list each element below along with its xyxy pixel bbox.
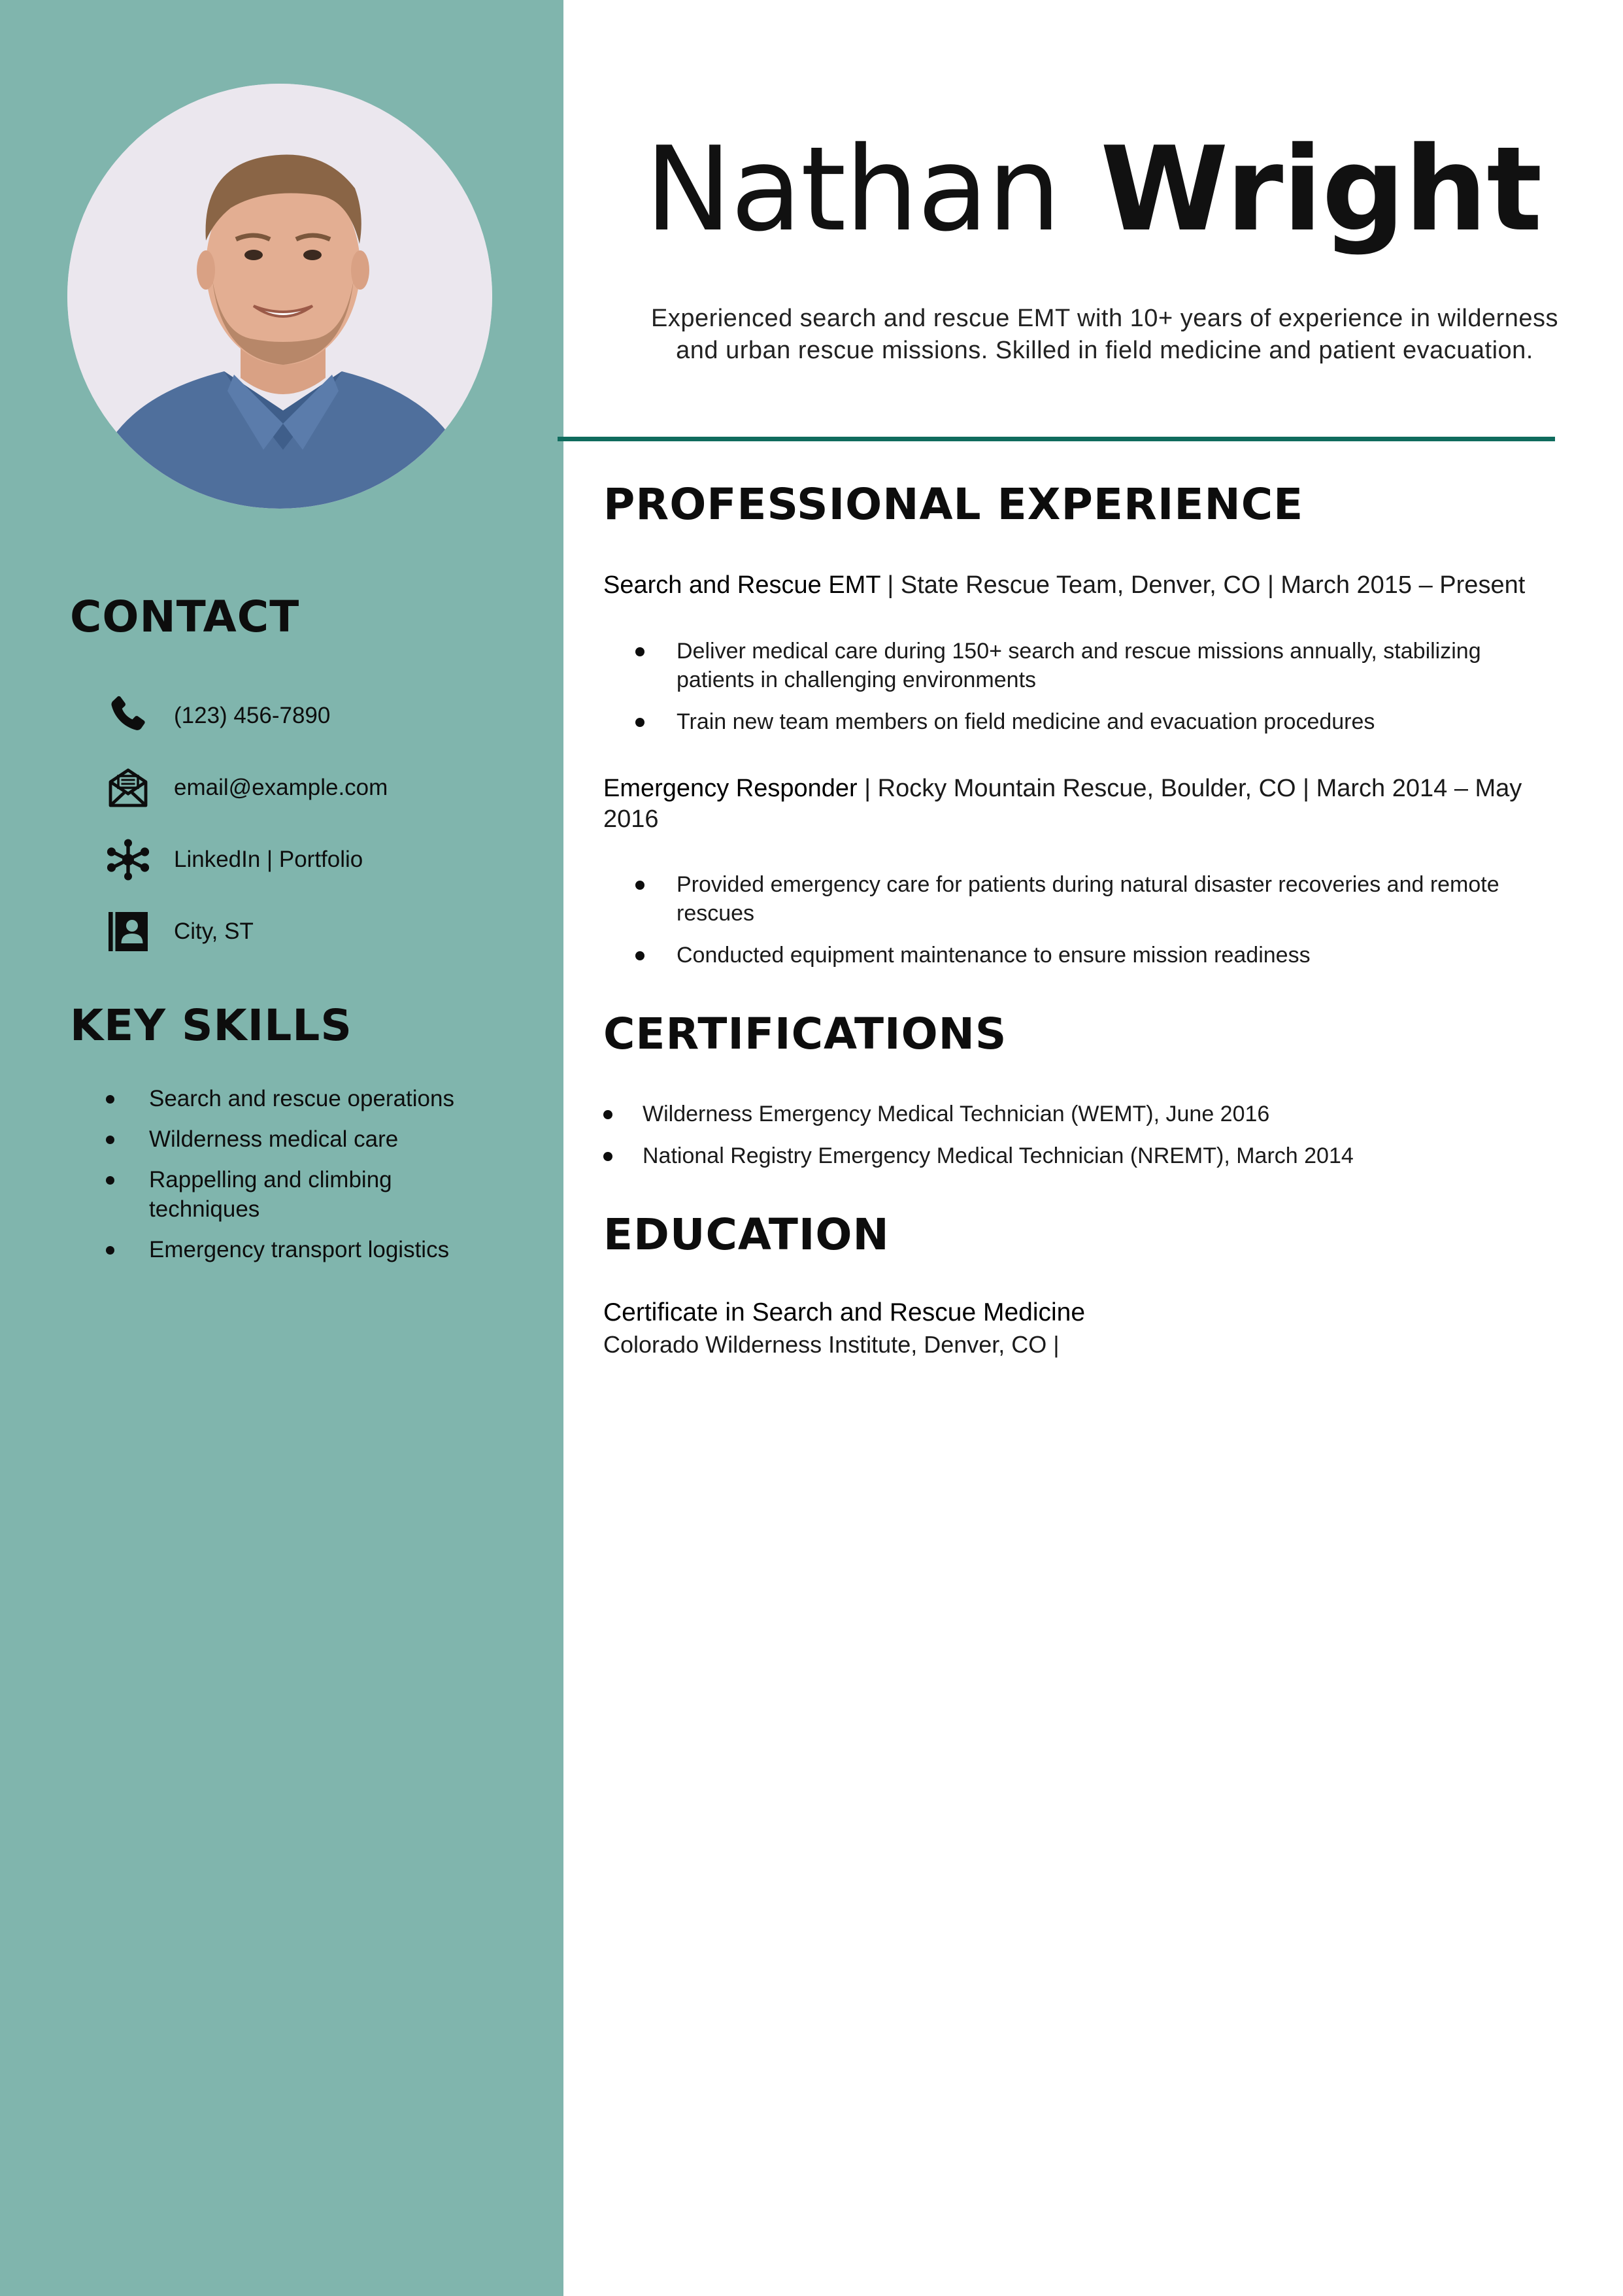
- experience-heading: PROFESSIONAL EXPERIENCE: [603, 479, 1304, 530]
- list-item: Deliver medical care during 150+ search and rescue missions annually, stabilizing patients in challenging environments: [635, 637, 1550, 694]
- first-name: Nathan: [644, 122, 1060, 257]
- contact-links-text[interactable]: LinkedIn | Portfolio: [174, 847, 363, 872]
- certifications-heading: CERTIFICATIONS: [603, 1009, 1007, 1059]
- contact-list: [105, 680, 388, 968]
- list-item: Train new team members on field medicine and evacuation procedures: [635, 707, 1550, 736]
- list-item: Conducted equipment maintenance to ensure mission readiness: [635, 941, 1550, 970]
- job-details: | Rocky Mountain Rescue, Boulder, CO | March 2014 – May 2016: [603, 775, 1522, 833]
- certifications-list: [603, 1100, 1518, 1183]
- skills-list: [105, 1084, 497, 1275]
- phone-icon: [105, 692, 152, 739]
- contact-location-text: City, ST: [174, 919, 254, 944]
- education-title: Certificate in Search and Rescue Medicine: [603, 1298, 1086, 1326]
- contact-email-text: email@example.com: [174, 775, 388, 800]
- contact-phone-text: (123) 456-7890: [174, 703, 331, 728]
- key-skills-heading: KEY SKILLS: [70, 1000, 352, 1051]
- list-item: Provided emergency care for patients during natural disaster recoveries and remote rescues: [635, 870, 1550, 928]
- list-item: Wilderness medical care: [105, 1124, 497, 1154]
- education-heading: EDUCATION: [603, 1209, 890, 1260]
- job-bullets: [635, 637, 1550, 749]
- job-role: Emergency Responder: [603, 775, 858, 802]
- contact-links: [105, 824, 388, 896]
- contact-email: [105, 752, 388, 824]
- job-role: Search and Rescue EMT: [603, 571, 880, 599]
- list-item: Wilderness Emergency Medical Technician (WEMT), June 2016: [603, 1100, 1518, 1128]
- job-bullets: [635, 870, 1550, 983]
- email-icon: [105, 764, 152, 811]
- job-details: | State Rescue Team, Denver, CO | March 2015 – Present: [880, 571, 1526, 599]
- contact-location: [105, 896, 388, 968]
- education-school: Colorado Wilderness Institute, Denver, CO |: [603, 1331, 1060, 1358]
- header-divider: [558, 437, 1555, 441]
- list-item: Search and rescue operations: [105, 1084, 497, 1113]
- address-book-icon: [105, 908, 152, 955]
- list-item: Emergency transport logistics: [105, 1235, 497, 1264]
- list-item: Rappelling and climbing techniques: [105, 1165, 497, 1224]
- profile-summary: Experienced search and rescue EMT with 10+ years of experience in wilderness and urban rescue missions. Skilled in field medicine and patient evacuation.: [650, 305, 1559, 364]
- contact-heading: CONTACT: [70, 592, 300, 642]
- job-title: [603, 773, 1551, 835]
- last-name: Wright: [1100, 122, 1542, 257]
- list-item: National Registry Emergency Medical Technician (NREMT), March 2014: [603, 1141, 1518, 1170]
- candidate-name: [563, 118, 1623, 262]
- profile-photo: [67, 84, 492, 509]
- job-title: [603, 570, 1551, 601]
- contact-phone: [105, 680, 388, 752]
- network-icon: [105, 836, 152, 883]
